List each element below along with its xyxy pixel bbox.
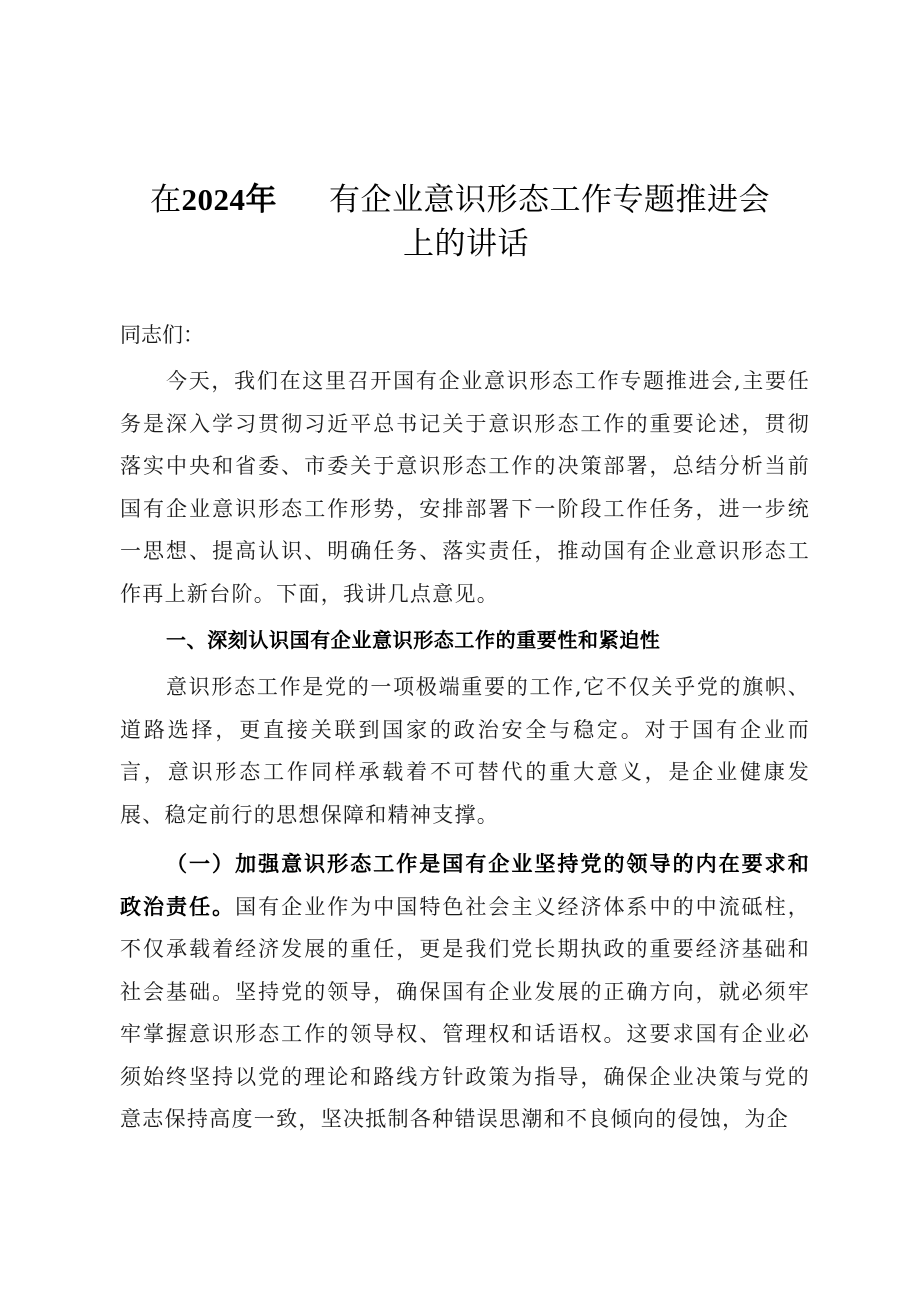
- title-prefix: 在: [150, 182, 182, 218]
- title-line1-rest: 有企业意识形态工作专题推进会: [329, 182, 770, 218]
- document-title-line-1: [0, 178, 920, 222]
- intro-paragraph: 今天，我们在这里召开国有企业意识形态工作专题推进会,主要任务是深入学习贯彻习近平总书记关于意识形态工作的重要论述，贯彻落实中央和省委、市委关于意识形态工作的决策部署，总结分析当前国有企业意识形态工作形势，安排部署下一阶段工作任务，进一步统一思想、提高认识、明确任务、落实责任，推动国有企业意识形态工作再上新台阶。下面，我讲几点意见。: [120, 369, 810, 606]
- point-1-paragraph: [120, 843, 810, 1141]
- point-1-body: 国有企业作为中国特色社会主义经济体系中的中流砥柱，不仅承载着经济发展的重任，更是我们党长期执政的重要经济基础和社会基础。坚持党的领导，确保国有企业发展的正确方向，就必须牢牢掌握意识形态工作的领导权、管理权和话语权。这要求国有企业必须始终坚持以党的理论和路线方针政策为指导，确保企业决策与党的意志保持高度一致，坚决抵制各种错误思潮和不良倾向的侵蚀，为企: [120, 894, 811, 1131]
- document-title-line-2: 上的讲话: [403, 226, 529, 262]
- section-1-intro-paragraph: 意识形态工作是党的一项极端重要的工作,它不仅关乎党的旗帜、道路选择，更直接关联到国家的政治安全与稳定。对于国有企业而言，意识形态工作同样承载着不可替代的重大意义，是企业健康发展、稳定前行的思想保障和精神支撑。: [120, 675, 810, 827]
- salutation: 同志们：: [120, 323, 204, 347]
- title-year: 2024年: [181, 182, 277, 217]
- point-1-lead: （一）加强意识形态工作是国有企业坚持党的领导的内在要求和政治责任。: [120, 852, 810, 919]
- section-heading-1: 一、深刻认识国有企业意识形态工作的重要性和紧迫性: [166, 628, 661, 652]
